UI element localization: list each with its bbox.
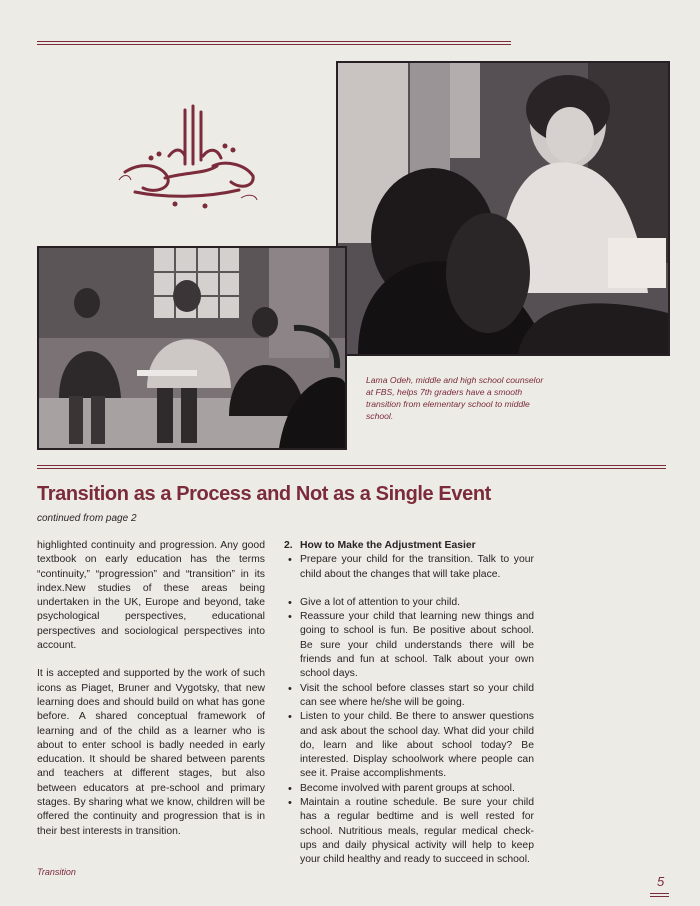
- page-number-rule: [650, 893, 669, 894]
- list-item: • Give a lot of attention to your child.: [300, 596, 534, 610]
- continued-note: continued from page 2: [37, 513, 137, 524]
- footer-section-label: Transition: [37, 867, 76, 877]
- right-column: [284, 539, 534, 868]
- paragraph: It is accepted and supported by the work of such icons as Piaget, Bruner and Vygotsky, that new learning does and should build on what has gone before. A shared conceptual framework of learning and of the child as a learner who is about to enter school is badly needed in early education. It should be shared between parents and teachers at different stages, but also between educators at pre-school and primary stages. By sharing what we know, children will be offered the continuity and progression that is in their best interests in transition.: [37, 668, 265, 837]
- list-item: • Become involved with parent groups at school.: [300, 782, 534, 796]
- students-photo: [37, 246, 347, 450]
- article-headline: Transition as a Process and Not as a Single Event: [37, 483, 491, 505]
- list-item: • Maintain a routine schedule. Be sure your child has a regular bedtime and is well rested for school. Nutritious meals, regular medical check-ups and daily physical activity will help to keep your child healthy and ready to succeed in school.: [300, 796, 534, 867]
- list-item: • Listen to your child. Be there to answer questions and ask about the school day. What did your child do, learn and like about school today? Be interested. Display schoolwork where people can see it. Praise accomplishments.: [300, 710, 534, 781]
- top-rule: [37, 41, 511, 42]
- calligraphy-logo: [105, 102, 267, 214]
- section-heading-text: How to Make the Adjustment Easier: [300, 540, 476, 551]
- counselor-photo: [336, 61, 670, 356]
- photo-caption: Lama Odeh, middle and high school counselor at FBS, helps 7th graders have a smooth transition from elementary school to middle school.: [366, 375, 544, 421]
- top-rule-2: [37, 44, 511, 45]
- list-item: • Visit the school before classes start so your child can see where he/she will be going.: [300, 682, 534, 711]
- section-heading: [284, 539, 534, 553]
- section-rule-2: [37, 468, 666, 469]
- list-item: • Prepare your child for the transition. Talk to your child about the changes that will take place.: [300, 553, 534, 582]
- page-number-rule-2: [650, 896, 669, 897]
- tips-list: [284, 553, 534, 867]
- paragraph: highlighted continuity and progression. Any good textbook on early education has the terms “continuity,” “progression” and “transition” in its index.New studies of these areas being undertaken in the UK, Europe and beyond, take psychological perspectives, educational perspectives and sociological perspectives into account.: [37, 540, 265, 652]
- page-number: 5: [657, 874, 665, 889]
- section-number: 2.: [284, 540, 293, 551]
- section-rule: [37, 465, 666, 466]
- left-column: [37, 539, 265, 853]
- list-item: • Reassure your child that learning new things and going to school is fun. Be positive about school. Be sure your child understands there will be friends and fun at school. Talk about your own school days.: [300, 610, 534, 681]
